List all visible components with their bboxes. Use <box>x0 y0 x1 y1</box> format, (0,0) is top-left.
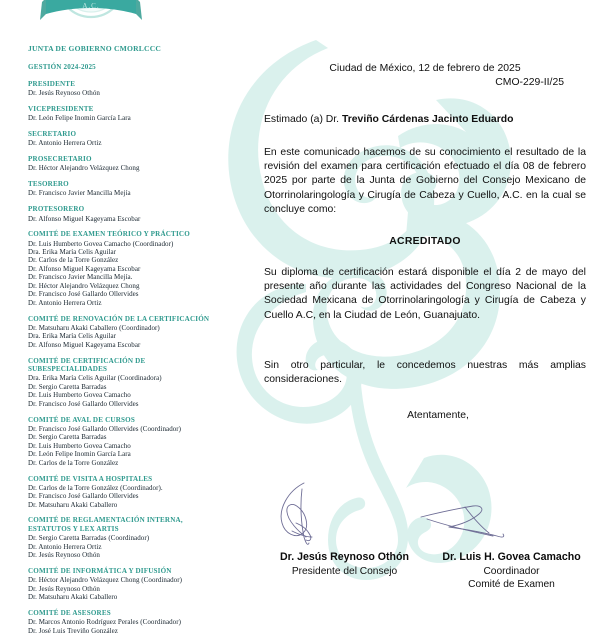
sidebar-member-name: Dr. Antonio Herrera Ortiz <box>28 542 102 551</box>
sidebar-member-name: Dr. Matsuharu Akaki Caballero <box>28 500 118 509</box>
exam-result-status: ACREDITADO <box>389 236 461 248</box>
sidebar-member-name: Dr. Francisco José Gallardo Ollervides (Coordinador) <box>28 424 182 433</box>
sidebar-member-name: Dr. Sergio Caretta Barradas <box>28 433 107 442</box>
sidebar-block <box>28 416 224 467</box>
signer-coordinator-committee: Comité de Examen <box>468 578 555 590</box>
svg-text:A.C.: A.C. <box>82 2 100 10</box>
signer-president-name: Dr. Jesús Reynoso Othón <box>280 551 409 563</box>
sidebar-block-heading: COMITÉ DE CERTIFICACIÓN DE SUBESPECIALIDADES <box>28 356 146 374</box>
sidebar-blocks <box>28 80 224 635</box>
letter-paragraph-2: Su diploma de certificación estará disponible el día 2 de mayo del presente año durante las actividades del Congreso Nacional de la Sociedad Mexicana de Otorrinolaringología y Cirugía de Cabeza y Cuello A.C, en la Ciudad de León, Guanajuato. <box>264 267 586 321</box>
sidebar-member-name: Dr. Luis Humberto Govea Camacho <box>28 441 131 450</box>
letter-date: Ciudad de México, 12 de febrero de 2025 <box>329 63 521 74</box>
sidebar-member-name: Dr. Alfonso Miguel Kageyama Escobar <box>28 264 141 273</box>
sidebar-member-name: Dra. Erika María Celis Aguilar <box>28 332 117 341</box>
signer-coordinator <box>429 551 594 591</box>
sidebar-block-heading: TESORERO <box>28 180 69 189</box>
sidebar-member-name: Dr. León Felipe Inomin García Lara <box>28 114 131 123</box>
signer-president <box>264 551 429 591</box>
sidebar-member-name: Dr. Alfonso Miguel Kageyama Escobar <box>28 214 141 223</box>
sidebar-member-name: Dr. Francisco José Gallardo Ollervides <box>28 492 139 501</box>
sidebar-member-name: Dra. Erika María Celis Aguilar <box>28 248 117 257</box>
sidebar-block <box>28 130 224 148</box>
sidebar-title: JUNTA DE GOBIERNO CMORLCCC <box>28 44 162 53</box>
sidebar-member-name: Dr. Sergio Caretta Barradas <box>28 382 107 391</box>
sidebar-member-name: Dr. Francisco Javier Mancilla Mejía <box>28 189 131 198</box>
signature-mark-coordinator <box>419 503 509 543</box>
sidebar-member-name: Dr. Alfonso Miguel Kageyama Escobar <box>28 340 141 349</box>
sidebar-block <box>28 567 224 601</box>
sidebar-block-heading: COMITÉ DE REGLAMENTACIÓN INTERNA, ESTATUTOS Y LEX ARTIS <box>28 516 183 534</box>
sidebar-block <box>28 609 224 635</box>
sidebar-block-heading: COMITÉ DE VISITA A HOSPITALES <box>28 474 153 483</box>
sidebar-member-name: Dr. Francisco Javier Mancilla Mejía. <box>28 273 133 282</box>
sidebar-block <box>28 357 224 409</box>
signature-block <box>264 473 594 591</box>
signer-coordinator-name: Dr. Luis H. Govea Camacho <box>442 551 581 563</box>
letter-closing: Sin otro particular, le concedemos nuestras más amplias consideraciones. <box>264 359 586 386</box>
sidebar-member-name: Dr. Antonio Herrera Ortiz <box>28 139 102 148</box>
sidebar-member-name: Dr. Jesús Reynoso Othón <box>28 584 100 593</box>
signature-names <box>264 551 594 591</box>
sidebar-block-heading: COMITÉ DE ASESORES <box>28 608 111 617</box>
sidebar-member-name: Dr. Matsuharu Akaki Caballero (Coordinador) <box>28 323 160 332</box>
sidebar-member-name: Dr. Carlos de la Torre González <box>28 458 119 467</box>
sidebar-block <box>28 315 224 349</box>
recipient-name: Treviño Cárdenas Jacinto Eduardo <box>341 114 514 125</box>
letter-greeting <box>264 113 586 127</box>
sidebar-block-heading: SECRETARIO <box>28 130 77 139</box>
sidebar-member-name: Dr. Jesús Reynoso Othón <box>28 89 100 98</box>
sidebar-block-heading: PROSECRETARIO <box>28 155 92 164</box>
sidebar-member-name: Dra. Erika María Celis Aguilar (Coordinadora) <box>28 374 162 383</box>
sidebar-block <box>28 475 224 509</box>
governing-board-sidebar <box>28 45 224 640</box>
sidebar-block <box>28 516 224 559</box>
signer-coordinator-role: Coordinador <box>483 565 540 577</box>
letter-body <box>264 62 586 421</box>
sidebar-member-name: Dr. Carlos de la Torre González (Coordinador). <box>28 483 163 492</box>
sidebar-member-name: Dr. José Luis Treviño González <box>28 626 118 635</box>
sidebar-block-heading: COMITÉ DE INFORMÁTICA Y DIFUSIÓN <box>28 567 172 575</box>
letter-paragraph-1: En este comunicado hacemos de su conocimiento el resultado de la revisión del examen para certificación efectuado el día 08 de febrero 2025 por parte de la Junta de Gobierno del Consejo Mexicano de Otorrinolaringología y Cirugía de Cabeza y Cuello, A.C. en la cual se concluye como: <box>264 147 586 215</box>
sidebar-block <box>28 230 224 307</box>
sidebar-block <box>28 180 224 198</box>
cmorlccc-seal-logo <box>22 0 160 42</box>
sidebar-block-heading: COMITÉ DE AVAL DE CURSOS <box>28 415 135 424</box>
signer-president-role: Presidente del Consejo <box>291 565 398 577</box>
sidebar-member-name: Dr. Carlos de la Torre González <box>28 256 119 265</box>
letter-folio: CMO-229-II/25 <box>495 77 564 88</box>
sidebar-block-heading: COMITÉ DE RENOVACIÓN DE LA CERTIFICACIÓN <box>28 314 210 323</box>
sidebar-block <box>28 205 224 223</box>
sidebar-block-heading: VICEPRESIDENTE <box>28 105 94 114</box>
sidebar-block <box>28 80 224 98</box>
sidebar-member-name: Dr. Luis Humberto Govea Camacho (Coordinador) <box>28 239 174 248</box>
sidebar-term: GESTIÓN 2024-2025 <box>28 62 96 71</box>
sidebar-member-name: Dr. Héctor Alejandro Velázquez Chong (Coordinador) <box>28 576 182 585</box>
greeting-prefix: Estimado (a) Dr. <box>264 114 342 125</box>
signature-marks <box>264 473 594 551</box>
sidebar-member-name: Dr. Jesús Reynoso Othón <box>28 551 100 560</box>
sidebar-block-heading: COMITÉ DE EXAMEN TEÓRICO Y PRÁCTICO <box>28 230 190 239</box>
sidebar-member-name: Dr. Héctor Alejandro Velázquez Chong <box>28 164 140 173</box>
sidebar-block-heading: PROTESORERO <box>28 205 85 214</box>
signature-mark-president <box>274 479 344 549</box>
sidebar-member-name: Dr. Marcos Antonio Rodríguez Perales (Coordinador) <box>28 618 181 627</box>
sidebar-member-name: Dr. Luis Humberto Govea Camacho <box>28 391 131 400</box>
letter-salutation: Atentamente, <box>407 410 469 422</box>
sidebar-member-name: Dr. Francisco José Gallardo Ollervides <box>28 290 139 299</box>
sidebar-member-name: Dr. Francisco José Gallardo Ollervides <box>28 399 139 408</box>
sidebar-member-name: Dr. Antonio Herrera Ortiz <box>28 298 102 307</box>
sidebar-block-heading: PRESIDENTE <box>28 80 76 89</box>
sidebar-member-name: Dr. León Felipe Inomin García Lara <box>28 450 131 459</box>
sidebar-member-name: Dr. Héctor Alejandro Velázquez Chong <box>28 281 140 290</box>
sidebar-block <box>28 105 224 123</box>
sidebar-member-name: Dr. Sergio Caretta Barradas (Coordinador) <box>28 534 150 543</box>
sidebar-member-name: Dr. Matsuharu Akaki Caballero <box>28 593 118 601</box>
sidebar-block <box>28 155 224 173</box>
